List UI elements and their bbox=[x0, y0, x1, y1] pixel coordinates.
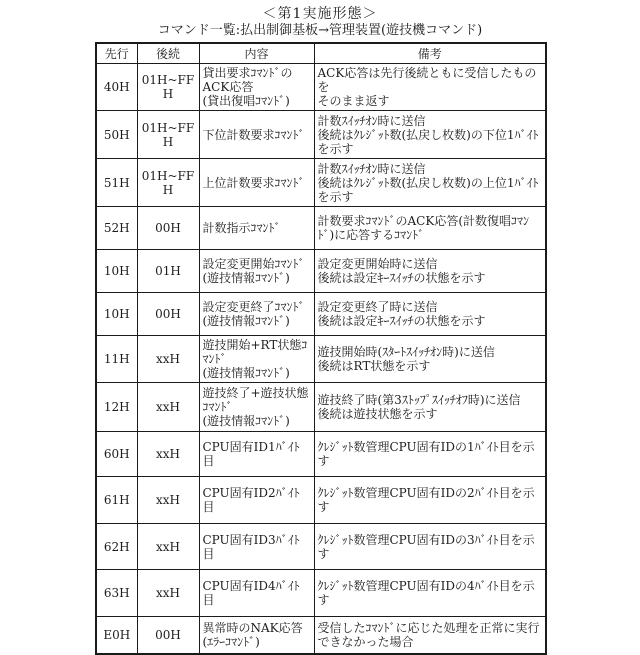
cell-content: 異常時のNAK応答 (ｴﾗｰｺﾏﾝﾄﾞ) bbox=[199, 617, 314, 655]
cell-succeeding: 01H~FFH bbox=[137, 159, 199, 207]
cell-preceding: 11H bbox=[96, 336, 137, 383]
cell-remark: 設定変更開始時に送信 後続は設定ｷｰｽｲｯﾁの状態を示す bbox=[314, 250, 546, 293]
cell-content: CPU固有ID2ﾊﾞｲﾄ目 bbox=[199, 477, 314, 524]
cell-remark: ACK応答は先行後続ともに受信したものを そのまま返す bbox=[314, 64, 546, 111]
cell-remark: ｸﾚｼﾞｯﾄ数管理CPU固有IDの1ﾊﾞｲﾄ目を示す bbox=[314, 432, 546, 477]
cell-content: CPU固有ID3ﾊﾞｲﾄ目 bbox=[199, 524, 314, 570]
header-succeeding: 後続 bbox=[137, 43, 199, 64]
cell-succeeding: xxH bbox=[137, 477, 199, 524]
cell-content: 上位計数要求ｺﾏﾝﾄﾞ bbox=[199, 159, 314, 207]
cell-remark: ｸﾚｼﾞｯﾄ数管理CPU固有IDの2ﾊﾞｲﾄ目を示す bbox=[314, 477, 546, 524]
cell-preceding: 12H bbox=[96, 383, 137, 432]
cell-preceding: E0H bbox=[96, 617, 137, 655]
cell-content: 設定変更開始ｺﾏﾝﾄﾞ (遊技情報ｺﾏﾝﾄﾞ) bbox=[199, 250, 314, 293]
table-row bbox=[96, 570, 546, 617]
table-body bbox=[96, 64, 546, 655]
table-row bbox=[96, 336, 546, 383]
cell-preceding: 63H bbox=[96, 570, 137, 617]
table-row bbox=[96, 617, 546, 655]
cell-succeeding: 00H bbox=[137, 293, 199, 336]
cell-preceding: 60H bbox=[96, 432, 137, 477]
table-row bbox=[96, 432, 546, 477]
cell-preceding: 51H bbox=[96, 159, 137, 207]
cell-remark: 遊技終了時(第3ｽﾄｯﾌﾟｽｲｯﾁｵﾌ時)に送信 後続は遊技状態を示す bbox=[314, 383, 546, 432]
page-title: ＜第1実施形態＞ bbox=[262, 6, 378, 22]
cell-preceding: 52H bbox=[96, 207, 137, 250]
cell-succeeding: xxH bbox=[137, 383, 199, 432]
cell-content: 下位計数要求ｺﾏﾝﾄﾞ bbox=[199, 111, 314, 159]
cell-remark: 遊技開始時(ｽﾀｰﾄｽｲｯﾁｵﾝ時)に送信 後続はRT状態を示す bbox=[314, 336, 546, 383]
cell-preceding: 50H bbox=[96, 111, 137, 159]
cell-remark: ｸﾚｼﾞｯﾄ数管理CPU固有IDの3ﾊﾞｲﾄ目を示す bbox=[314, 524, 546, 570]
cell-preceding: 10H bbox=[96, 250, 137, 293]
cell-content: CPU固有ID1ﾊﾞｲﾄ目 bbox=[199, 432, 314, 477]
cell-remark: 計数ｽｲｯﾁｵﾝ時に送信 後続はｸﾚｼﾞｯﾄ数(払戻し枚数)の下位1ﾊﾞｲﾄ を示す bbox=[314, 111, 546, 159]
cell-content: 貸出要求ｺﾏﾝﾄﾞの ACK応答 (貸出復唱ｺﾏﾝﾄﾞ) bbox=[199, 64, 314, 111]
cell-succeeding: 01H~FFH bbox=[137, 64, 199, 111]
cell-succeeding: 00H bbox=[137, 207, 199, 250]
cell-succeeding: 00H bbox=[137, 617, 199, 655]
table-row bbox=[96, 293, 546, 336]
table-row bbox=[96, 477, 546, 524]
table-header-row bbox=[96, 43, 546, 64]
header-preceding: 先行 bbox=[96, 43, 137, 64]
header-remark: 備考 bbox=[314, 43, 546, 64]
table-row bbox=[96, 250, 546, 293]
cell-preceding: 62H bbox=[96, 524, 137, 570]
table-row bbox=[96, 524, 546, 570]
cell-preceding: 10H bbox=[96, 293, 137, 336]
table-row bbox=[96, 383, 546, 432]
cell-succeeding: xxH bbox=[137, 432, 199, 477]
cell-preceding: 61H bbox=[96, 477, 137, 524]
cell-succeeding: xxH bbox=[137, 570, 199, 617]
table-row bbox=[96, 159, 546, 207]
cell-content: CPU固有ID4ﾊﾞｲﾄ目 bbox=[199, 570, 314, 617]
header-content: 内容 bbox=[199, 43, 314, 64]
cell-remark: 設定変更終了時に送信 後続は設定ｷｰｽｲｯﾁの状態を示す bbox=[314, 293, 546, 336]
page-subtitle: コマンド一覧:払出制御基板→管理装置(遊技機コマンド) bbox=[157, 23, 483, 38]
cell-content: 遊技開始+RT状態ｺﾏﾝﾄﾞ (遊技情報ｺﾏﾝﾄﾞ) bbox=[199, 336, 314, 383]
cell-remark: 計数ｽｲｯﾁｵﾝ時に送信 後続はｸﾚｼﾞｯﾄ数(払戻し枚数)の上位1ﾊﾞｲﾄ を示す bbox=[314, 159, 546, 207]
table-row bbox=[96, 64, 546, 111]
command-table bbox=[95, 42, 547, 655]
cell-preceding: 40H bbox=[96, 64, 137, 111]
cell-content: 遊技終了+遊技状態ｺﾏﾝﾄﾞ (遊技情報ｺﾏﾝﾄﾞ) bbox=[199, 383, 314, 432]
cell-succeeding: 01H bbox=[137, 250, 199, 293]
cell-remark: 計数要求ｺﾏﾝﾄﾞのACK応答(計数復唱ｺﾏﾝﾄﾞ)に応答するｺﾏﾝﾄﾞ bbox=[314, 207, 546, 250]
cell-remark: ｸﾚｼﾞｯﾄ数管理CPU固有IDの4ﾊﾞｲﾄ目を示す bbox=[314, 570, 546, 617]
cell-succeeding: xxH bbox=[137, 336, 199, 383]
table-row bbox=[96, 111, 546, 159]
cell-content: 計数指示ｺﾏﾝﾄﾞ bbox=[199, 207, 314, 250]
cell-succeeding: 01H~FFH bbox=[137, 111, 199, 159]
document-sheet bbox=[95, 6, 545, 655]
cell-remark: 受信したｺﾏﾝﾄﾞに応じた処理を正常に実行できなかった場合 bbox=[314, 617, 546, 655]
cell-succeeding: xxH bbox=[137, 524, 199, 570]
cell-content: 設定変更終了ｺﾏﾝﾄﾞ (遊技情報ｺﾏﾝﾄﾞ) bbox=[199, 293, 314, 336]
table-row bbox=[96, 207, 546, 250]
